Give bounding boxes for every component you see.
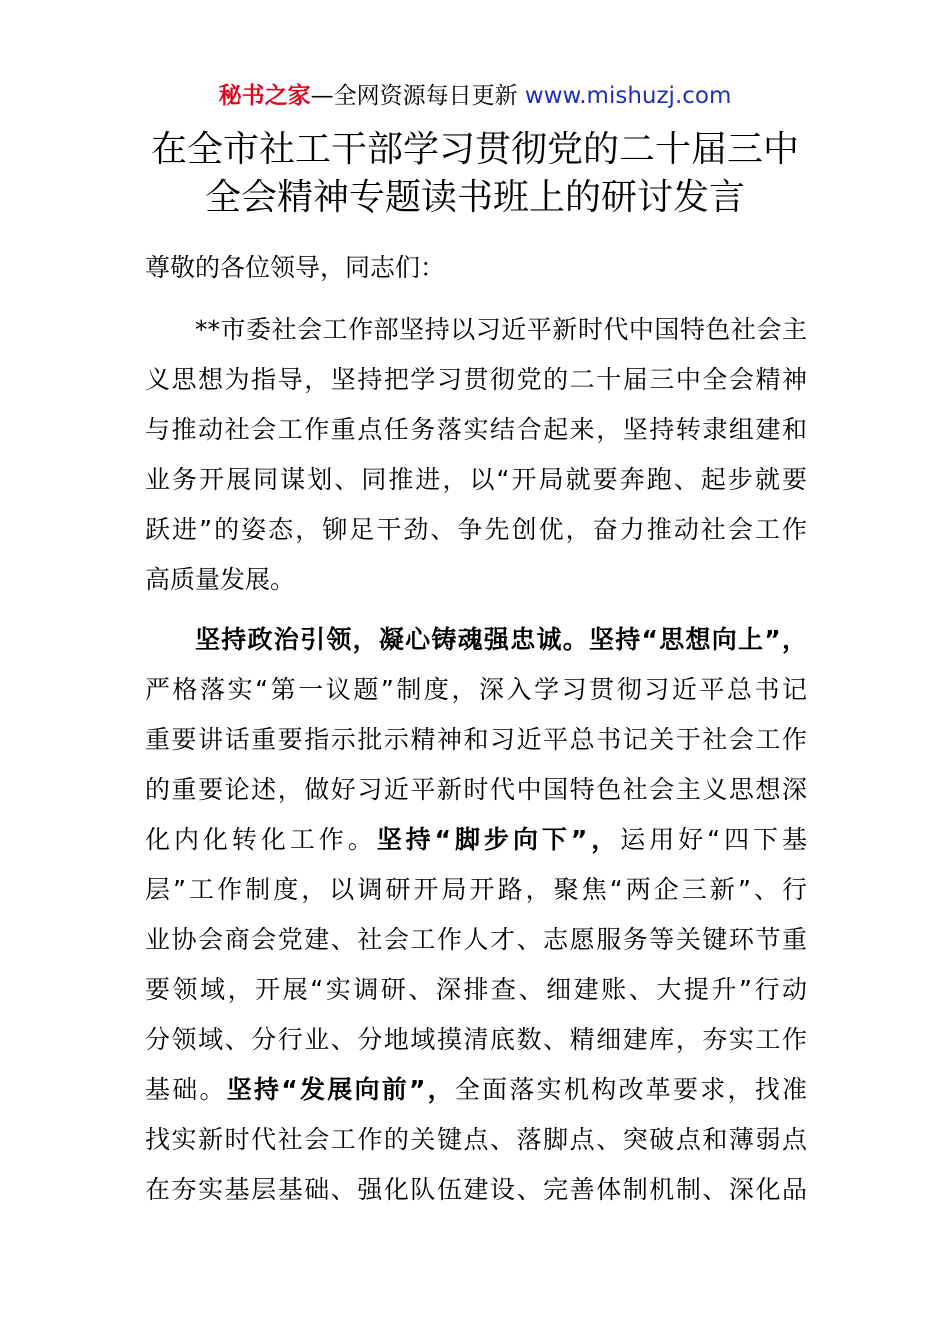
paragraph-line [145, 815, 807, 865]
site-banner [0, 80, 950, 112]
paragraph-line: 与推动社会工作重点任务落实结合起来，坚持转隶组建和 [145, 415, 807, 444]
paragraph-line: 高质量发展。 [145, 565, 296, 594]
line-segment: 基础。 [145, 1075, 227, 1104]
paragraph-line: 要领域，开展“实调研、深排查、细建账、大提升”行动 [145, 975, 807, 1004]
title-line-1: 在全市社工干部学习贯彻党的二十届三中 [150, 129, 799, 170]
salutation-text: 尊敬的各位领导，同志们： [145, 253, 446, 282]
line-segment: 运用好“四下基 [620, 825, 807, 854]
line-segment: 全面落实机构改革要求，找准 [454, 1075, 807, 1104]
paragraph-line [145, 1065, 807, 1115]
bold-phrase: 坚持“发展向前”， [226, 1075, 455, 1104]
paragraph-line: 业务开展同谋划、同推进，以“开局就要奔跑、起步就要 [145, 465, 807, 494]
bold-phrase: 坚持“脚步向下”， [376, 825, 621, 854]
document-title [0, 126, 950, 222]
paragraph-line: 找实新时代社会工作的关键点、落脚点、突破点和薄弱点 [145, 1125, 807, 1154]
banner-tagline: —全网资源每日更新 [310, 83, 518, 109]
paragraph-line: 业协会商会党建、社会工作人才、志愿服务等关键环节重 [145, 925, 807, 954]
paragraph-line: 层”工作制度，以调研开局开路，聚焦“两企三新”、行 [145, 875, 807, 904]
paragraph-line: **市委社会工作部坚持以习近平新时代中国特色社会主 [195, 315, 807, 344]
paragraph-political-leadership [145, 615, 807, 1215]
paragraph-intro [145, 305, 807, 605]
salutation [145, 243, 807, 293]
line-segment: 化内化转化工作。 [145, 825, 377, 854]
paragraph-line: 跃进”的姿态，铆足干劲、争先创优，奋力推动社会工作 [145, 515, 807, 544]
paragraph-heading-line: 坚持政治引领，凝心铸魂强忠诚。坚持“思想向上”， [195, 625, 807, 654]
paragraph-line: 分领域、分行业、分地域摸清底数、精细建库，夯实工作 [145, 1025, 807, 1054]
paragraph-line: 严格落实“第一议题”制度，深入学习贯彻习近平总书记 [145, 675, 807, 704]
banner-brand: 秘书之家 [218, 83, 311, 109]
banner-url-link[interactable]: www.mishuzj.com [524, 83, 732, 109]
title-line-2: 全会精神专题读书班上的研讨发言 [204, 177, 745, 218]
paragraph-line: 重要讲话重要指示批示精神和习近平总书记关于社会工作 [145, 725, 807, 754]
paragraph-line: 义思想为指导，坚持把学习贯彻党的二十届三中全会精神 [145, 365, 807, 394]
paragraph-line: 在夯实基层基础、强化队伍建设、完善体制机制、深化品 [145, 1175, 807, 1204]
paragraph-line: 的重要论述，做好习近平新时代中国特色社会主义思想深 [145, 775, 807, 804]
